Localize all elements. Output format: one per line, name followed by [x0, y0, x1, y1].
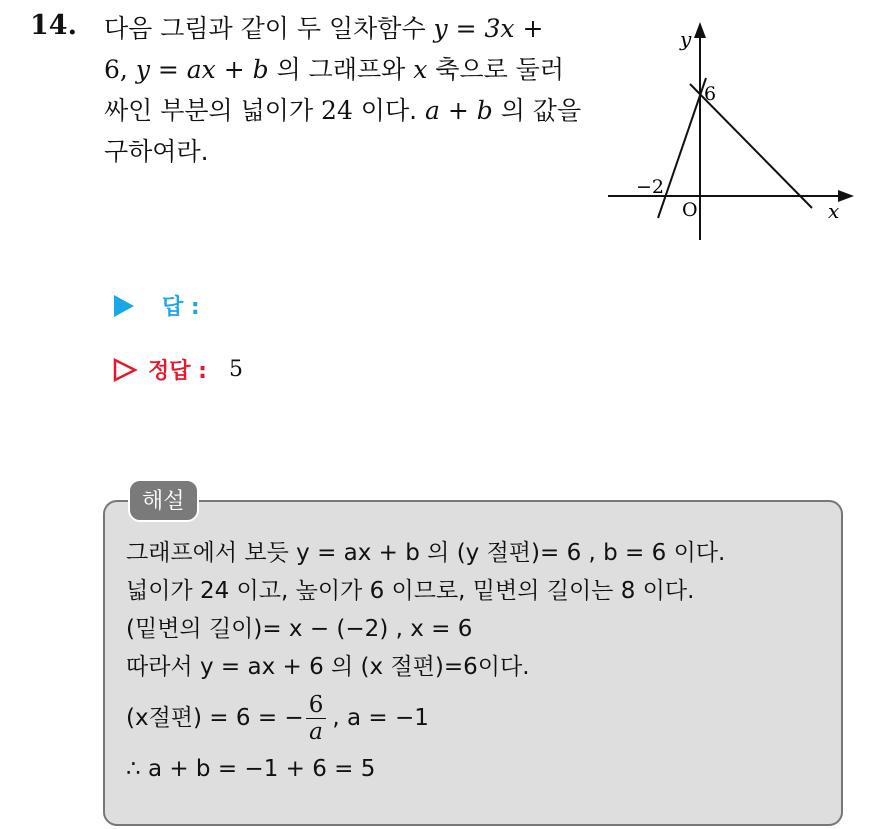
- play-triangle-outline-icon: [112, 357, 138, 383]
- solution-line-fraction: (x절편) = 6 = − $\frac{6}{a}$ , a = −1: [126, 691, 429, 745]
- problem-number: 14.: [30, 10, 77, 41]
- solution-line: (밑변의 길이)= x − (−2) , x = 6: [126, 616, 473, 642]
- problem-line-1: 다음 그림과 같이 두 일차함수 y = 3x +: [104, 14, 544, 43]
- problem-line-4: 구하여라.: [104, 137, 209, 166]
- x-axis-label: x: [828, 199, 840, 223]
- solution-line: 그래프에서 보듯 y = ax + b 의 (y 절편)= 6 , b = 6 이다.: [126, 540, 726, 566]
- solution-tag: 해설: [128, 479, 199, 522]
- problem-line-3: 싸인 부분의 넓이가 24 이다. a + b 의 값을: [104, 96, 582, 125]
- solution-line: 넓이가 24 이고, 높이가 6 이므로, 밑변의 길이는 8 이다.: [126, 578, 695, 604]
- answer-row: [112, 290, 200, 321]
- answer-label: 답 :: [162, 295, 200, 320]
- y-intercept-label: 6: [704, 83, 717, 105]
- origin-label: O: [682, 199, 698, 221]
- y-axis-label: y: [680, 27, 692, 51]
- x-axis-arrow: [838, 190, 854, 202]
- play-triangle-filled-icon: [112, 293, 136, 319]
- problem-line-2: 6, y = ax + b 의 그래프와 x 축으로 둘러: [104, 55, 564, 84]
- solution-line: ∴ a + b = −1 + 6 = 5: [126, 756, 376, 782]
- solution-body: [126, 534, 826, 788]
- y-axis-arrow: [694, 22, 706, 38]
- problem-text: [104, 8, 582, 172]
- function-graph: [600, 18, 860, 248]
- correct-answer-value: 5: [228, 357, 243, 382]
- fraction: $\frac{6}{a}$: [306, 692, 327, 745]
- solution-line: 따라서 y = ax + 6 의 (x 절편)=6이다.: [126, 654, 530, 680]
- correct-answer-label: 정답 :: [148, 359, 207, 384]
- x-intercept-label: −2: [636, 176, 665, 198]
- correct-answer-row: [112, 354, 243, 385]
